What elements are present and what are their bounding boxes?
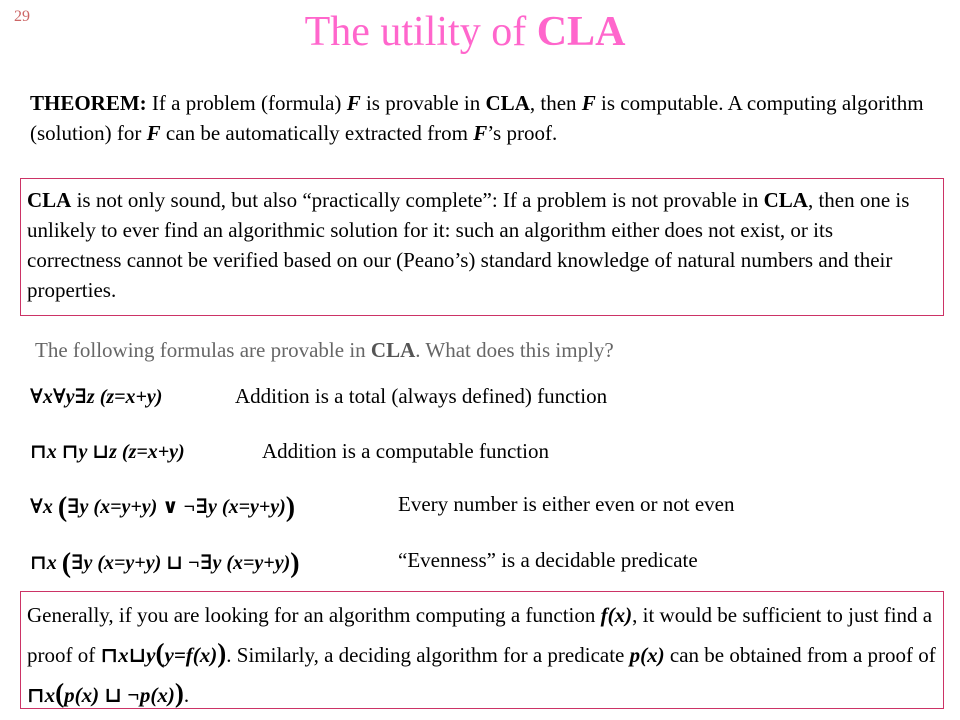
theorem-text: ’s proof. [487, 121, 558, 145]
slide-title [0, 8, 930, 56]
formula-part: ⊓x [27, 683, 56, 707]
completeness-text [27, 185, 932, 305]
title-prefix: The utility of [304, 9, 537, 55]
formula: ⊓x ⊓y ⊔z (z=x+y) [30, 441, 185, 463]
theorem-text: , then [529, 91, 582, 115]
formula [30, 492, 295, 524]
theorem-cla: CLA [485, 91, 530, 115]
remark-text: Generally, if you are looking for an algorithm computing a function [27, 603, 601, 627]
theorem-formula-f: F [146, 121, 161, 145]
formula-paren: ) [217, 638, 227, 668]
formula-description: Addition is a total (always defined) function [235, 384, 608, 408]
inline-formula [100, 638, 227, 668]
theorem-text: If a problem (formula) [146, 91, 347, 115]
following-question [35, 338, 614, 363]
formula-description: Every number is either even or not even [398, 492, 735, 516]
theorem-formula-f: F [473, 121, 488, 145]
theorem-formula-f: F [581, 91, 596, 115]
formula-description: “Evenness” is a decidable predicate [398, 548, 698, 572]
inline-formula [27, 678, 184, 708]
formula-part: y=f(x) [164, 643, 218, 667]
remark-text: , it would be sufficient to just find a proof of [27, 603, 933, 667]
formula-paren: ) [290, 548, 300, 579]
formula-paren: ( [61, 548, 72, 579]
general-remark-text [27, 596, 937, 714]
remark-text: . Similarly, a deciding algorithm for a predicate [226, 643, 630, 667]
formula-part: ⊓x [30, 552, 62, 574]
remark-text: can be obtained from a proof of [664, 643, 936, 667]
following-text: . What does this imply? [415, 338, 614, 362]
completeness-sentence: , then one is unlikely to ever find an algorithmic solution for it: such an algorithm either does not exist, or its correctness cannot be verified based on our (Peano’s) standard knowledge of natural numbers and their properties. [27, 188, 910, 302]
slide-number: 29 [14, 8, 30, 25]
cla-term: CLA [763, 188, 808, 212]
theorem-text: is provable in [360, 91, 486, 115]
inline-formula: p(x) [629, 643, 665, 667]
theorem-text: can be automatically extracted from [160, 121, 474, 145]
general-remark-box [20, 591, 944, 709]
formula-paren: ( [155, 638, 165, 668]
title-emphasis: CLA [536, 9, 626, 55]
theorem-text: is computable. A computing algorithm (solution) for [30, 91, 924, 145]
formula-paren: ( [57, 492, 68, 523]
formula [30, 548, 300, 580]
cla-term: CLA [370, 338, 416, 362]
formula-description: Addition is a computable function [262, 439, 549, 463]
theorem-label: THEOREM: [30, 91, 147, 115]
theorem-statement [30, 88, 940, 148]
formula-part: p(x) ⊔ ¬p(x) [64, 683, 175, 707]
formula: ∀x∀y∃z (z=x+y) [30, 386, 163, 408]
formula-part: ∀x [30, 496, 58, 518]
formula-part: ∃y (x=y+y) ⊔ ¬∃y (x=y+y) [71, 552, 291, 574]
formula-paren: ) [285, 492, 296, 523]
formula-part: ∃y (x=y+y) ∨ ¬∃y (x=y+y) [67, 496, 286, 518]
formula-part: ⊓x⊔y [100, 643, 156, 667]
formula-paren: ) [174, 678, 184, 708]
completeness-sentence: is not only sound, but also “practically complete”: If a problem is not provable in [71, 188, 764, 212]
completeness-box [20, 178, 944, 316]
cla-term: CLA [27, 188, 72, 212]
remark-text: . [183, 683, 190, 707]
following-text: The following formulas are provable in [35, 338, 371, 362]
inline-formula: f(x) [600, 603, 633, 627]
theorem-formula-f: F [346, 91, 361, 115]
formula-paren: ( [55, 678, 65, 708]
